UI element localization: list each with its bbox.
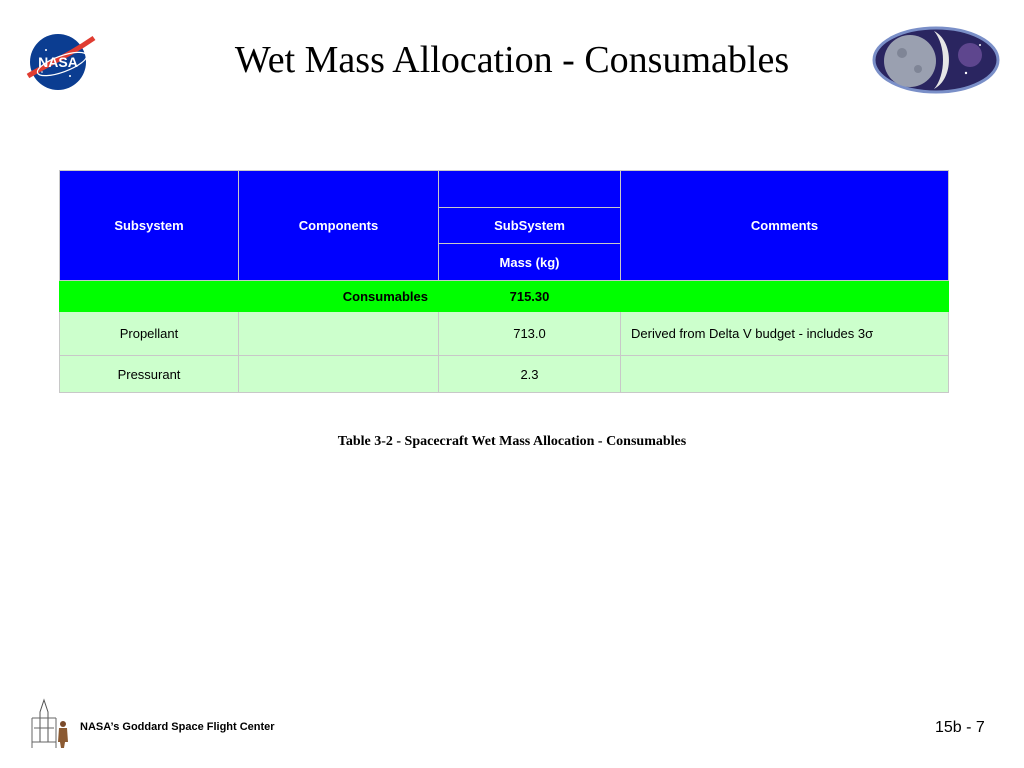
header-components: Components [239, 171, 439, 281]
table-caption: Table 3-2 - Spacecraft Wet Mass Allocation - Consumables [337, 434, 687, 449]
row-mass: 713.0 [439, 312, 621, 356]
header-comments: Comments [621, 171, 949, 281]
row-components [239, 356, 439, 393]
table-row [60, 312, 949, 356]
header-mass-kg: Mass (kg) [439, 244, 621, 281]
header-subsystem: Subsystem [60, 171, 239, 281]
table-row [60, 356, 949, 393]
row-comment: Derived from Delta V budget - includes 3σ [621, 312, 949, 356]
slide-title: Wet Mass Allocation - Consumables [234, 39, 790, 81]
header-mass-top [439, 171, 621, 208]
goddard-rocket-icon [28, 698, 74, 750]
row-subsystem: Pressurant [60, 356, 239, 393]
summary-comment [621, 281, 949, 312]
row-components [239, 312, 439, 356]
row-mass: 2.3 [439, 356, 621, 393]
summary-row [60, 281, 949, 312]
summary-label: Consumables [60, 281, 439, 312]
header-subsystem-mass: SubSystem [439, 208, 621, 244]
summary-mass: 715.30 [439, 281, 621, 312]
page-number: 15b - 7 [935, 719, 985, 736]
wet-mass-table [59, 170, 949, 393]
row-subsystem: Propellant [60, 312, 239, 356]
footer-label: NASA’s Goddard Space Flight Center [80, 721, 275, 733]
svg-text:NASA: NASA [38, 54, 78, 70]
row-comment [621, 356, 949, 393]
